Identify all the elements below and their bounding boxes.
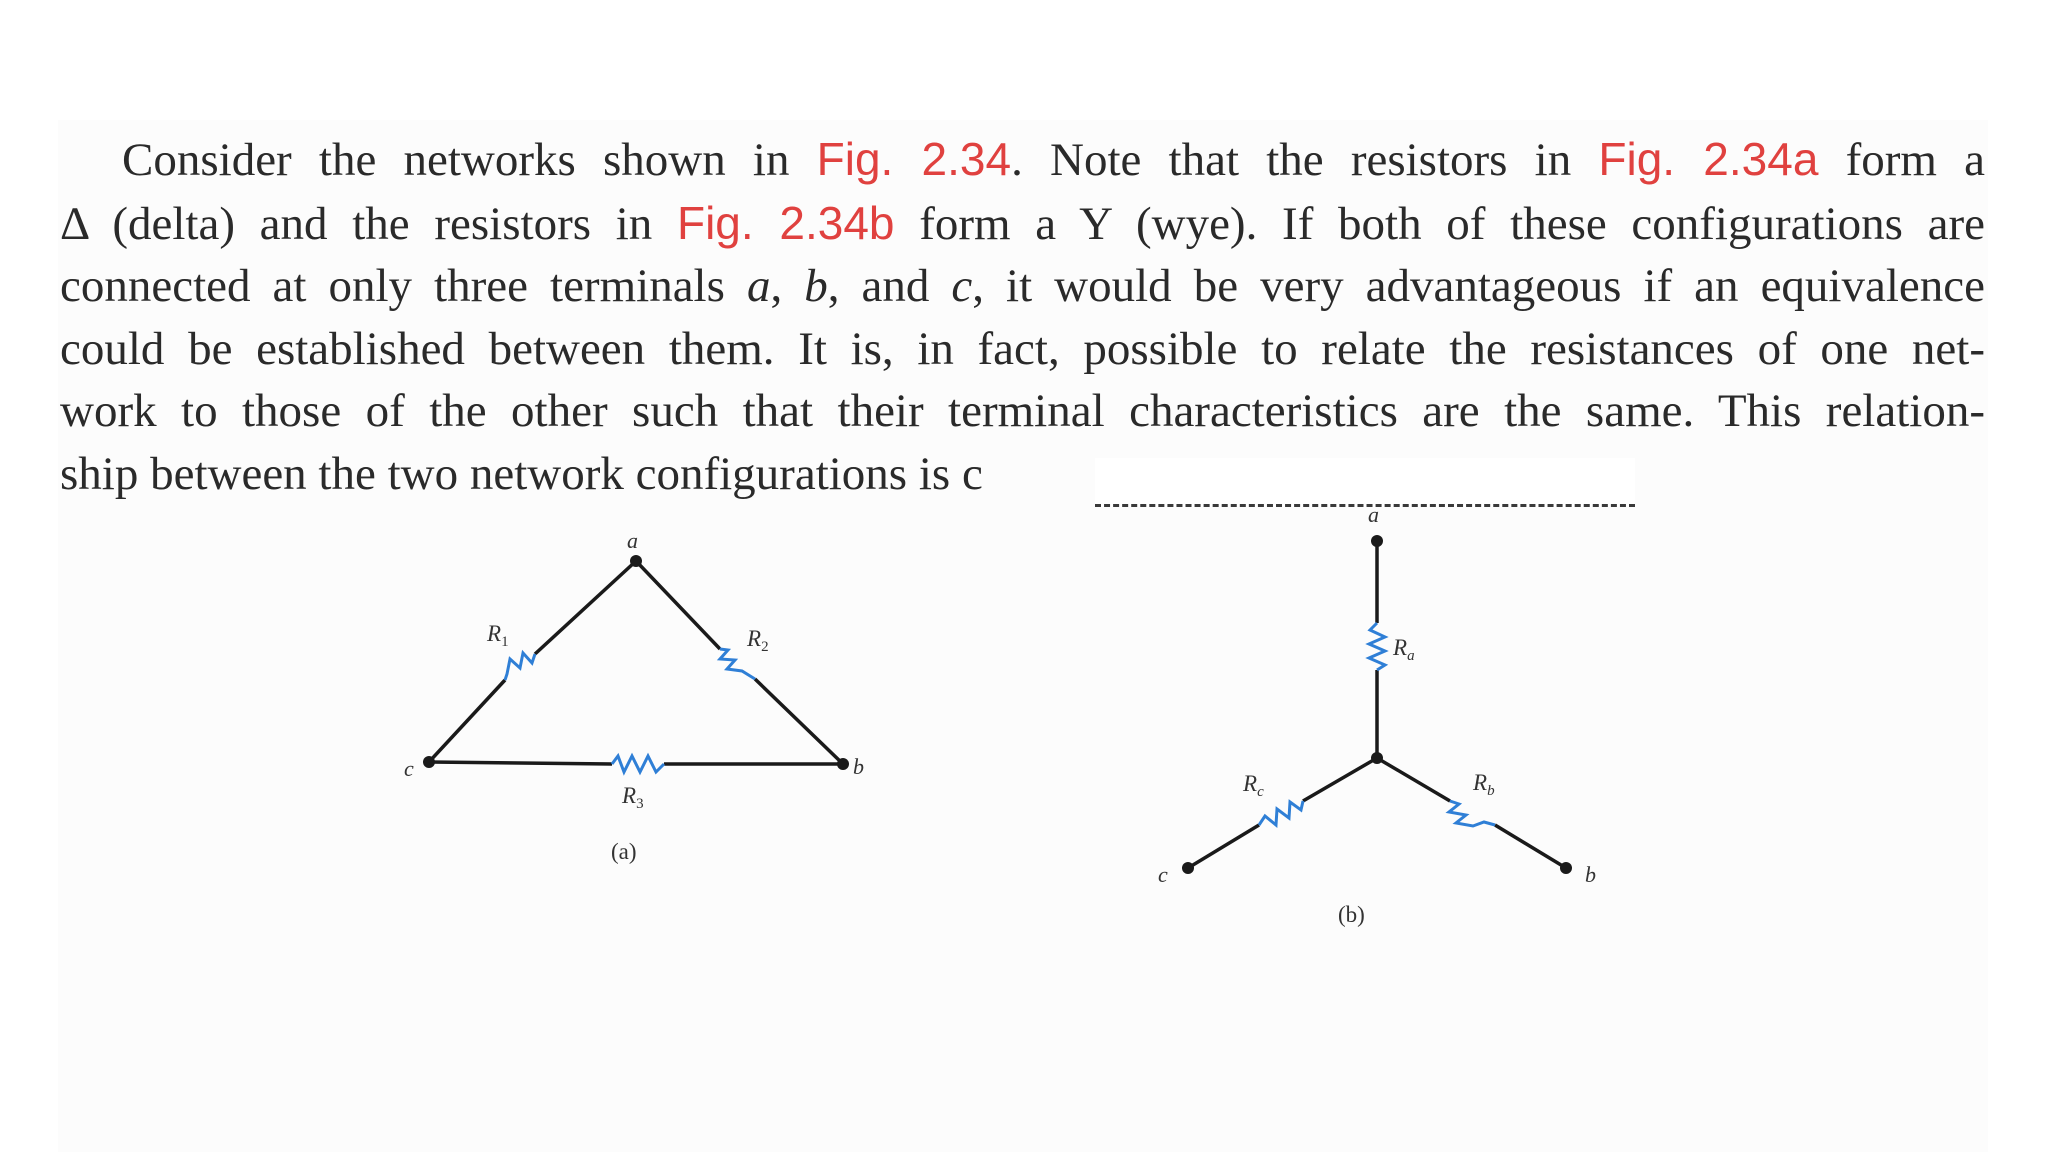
text-run: Consider the networks shown in xyxy=(122,134,817,186)
resistor-r3 xyxy=(612,756,664,772)
node-c-label: c xyxy=(1158,862,1168,887)
text-run: . Note that the resistors in xyxy=(1011,134,1599,186)
node-a-label: a xyxy=(627,528,638,553)
node-c-label: c xyxy=(404,756,414,781)
r2-subscript: 2 xyxy=(761,639,769,655)
wire-a-r2 xyxy=(636,561,720,649)
paragraph-line-4: could be established between them. It is, in fact, possible to relate the resistances of one net- xyxy=(60,322,1985,375)
node-a-dot xyxy=(630,555,642,567)
node-c-dot xyxy=(1182,862,1194,874)
wire-rc-c xyxy=(1188,825,1259,868)
figure-b-wye-network xyxy=(1158,502,1596,927)
node-b-label: b xyxy=(1585,862,1596,887)
r1-subscript: 1 xyxy=(501,634,509,650)
figure-link-2-34b[interactable]: Fig. 2.34b xyxy=(676,196,895,249)
node-a-label: a xyxy=(1368,502,1379,527)
terminal-c-text: c xyxy=(951,260,973,312)
text-run: Δ (delta) and the resistors in xyxy=(60,197,677,250)
terminal-b-text: b xyxy=(804,260,828,312)
text-run: , xyxy=(770,260,805,312)
center-node-dot xyxy=(1371,752,1383,764)
r3-letter: R xyxy=(622,783,637,808)
rc-subscript: c xyxy=(1257,784,1264,800)
resistor-r1 xyxy=(505,653,535,680)
rb-letter: R xyxy=(1473,770,1488,795)
figure-a-delta-network xyxy=(404,528,864,864)
ra-letter: R xyxy=(1393,635,1408,660)
wire-r1-c xyxy=(429,680,505,762)
figure-link-2-34[interactable]: Fig. 2.34 xyxy=(816,133,1012,185)
terminal-a-text: a xyxy=(746,260,771,312)
resistor-ra xyxy=(1369,623,1385,670)
wire-rb-b xyxy=(1495,825,1566,868)
node-b-dot xyxy=(1560,862,1572,874)
text-run: connected at only three terminals xyxy=(60,260,747,312)
r1-label xyxy=(486,621,509,650)
resistor-rc xyxy=(1259,801,1303,825)
figure-link-2-34a[interactable]: Fig. 2.34a xyxy=(1598,133,1819,185)
text-run: form a xyxy=(1818,134,1985,186)
node-a-dot xyxy=(1371,535,1383,547)
r2-letter: R xyxy=(747,626,762,651)
node-c-dot xyxy=(423,756,435,768)
wire-c-r3 xyxy=(429,762,612,764)
resistor-rb xyxy=(1449,801,1495,826)
resistor-r2 xyxy=(720,649,755,679)
node-b-dot xyxy=(837,758,849,770)
wire-center-rc xyxy=(1303,758,1377,801)
node-b-label: b xyxy=(853,754,864,779)
text-run: form a Y (wye). If both of these configurations are xyxy=(894,197,1985,250)
text-run: , and xyxy=(827,260,952,312)
rc-letter: R xyxy=(1243,771,1258,796)
r2-label xyxy=(746,626,769,655)
wire-center-rb xyxy=(1377,758,1450,801)
r1-letter: R xyxy=(487,621,502,646)
figure-b-caption: (b) xyxy=(1338,902,1365,927)
rb-label xyxy=(1472,770,1495,799)
wire-a-r1 xyxy=(535,561,636,654)
r3-label xyxy=(621,783,644,812)
text-run: , it would be very advantageous if an equivalence xyxy=(972,260,1985,312)
text-run: ship between the two network configurations is c xyxy=(60,447,983,500)
ra-label xyxy=(1392,635,1415,664)
paragraph-line-5: work to those of the other such that their terminal characteristics are the same. This relation- xyxy=(60,385,1985,437)
figure-a-caption: (a) xyxy=(611,839,637,864)
rb-subscript: b xyxy=(1487,783,1495,799)
r3-subscript: 3 xyxy=(636,796,644,812)
ra-subscript: a xyxy=(1407,648,1415,664)
wire-r2-b xyxy=(755,679,843,764)
rc-label xyxy=(1242,771,1264,800)
